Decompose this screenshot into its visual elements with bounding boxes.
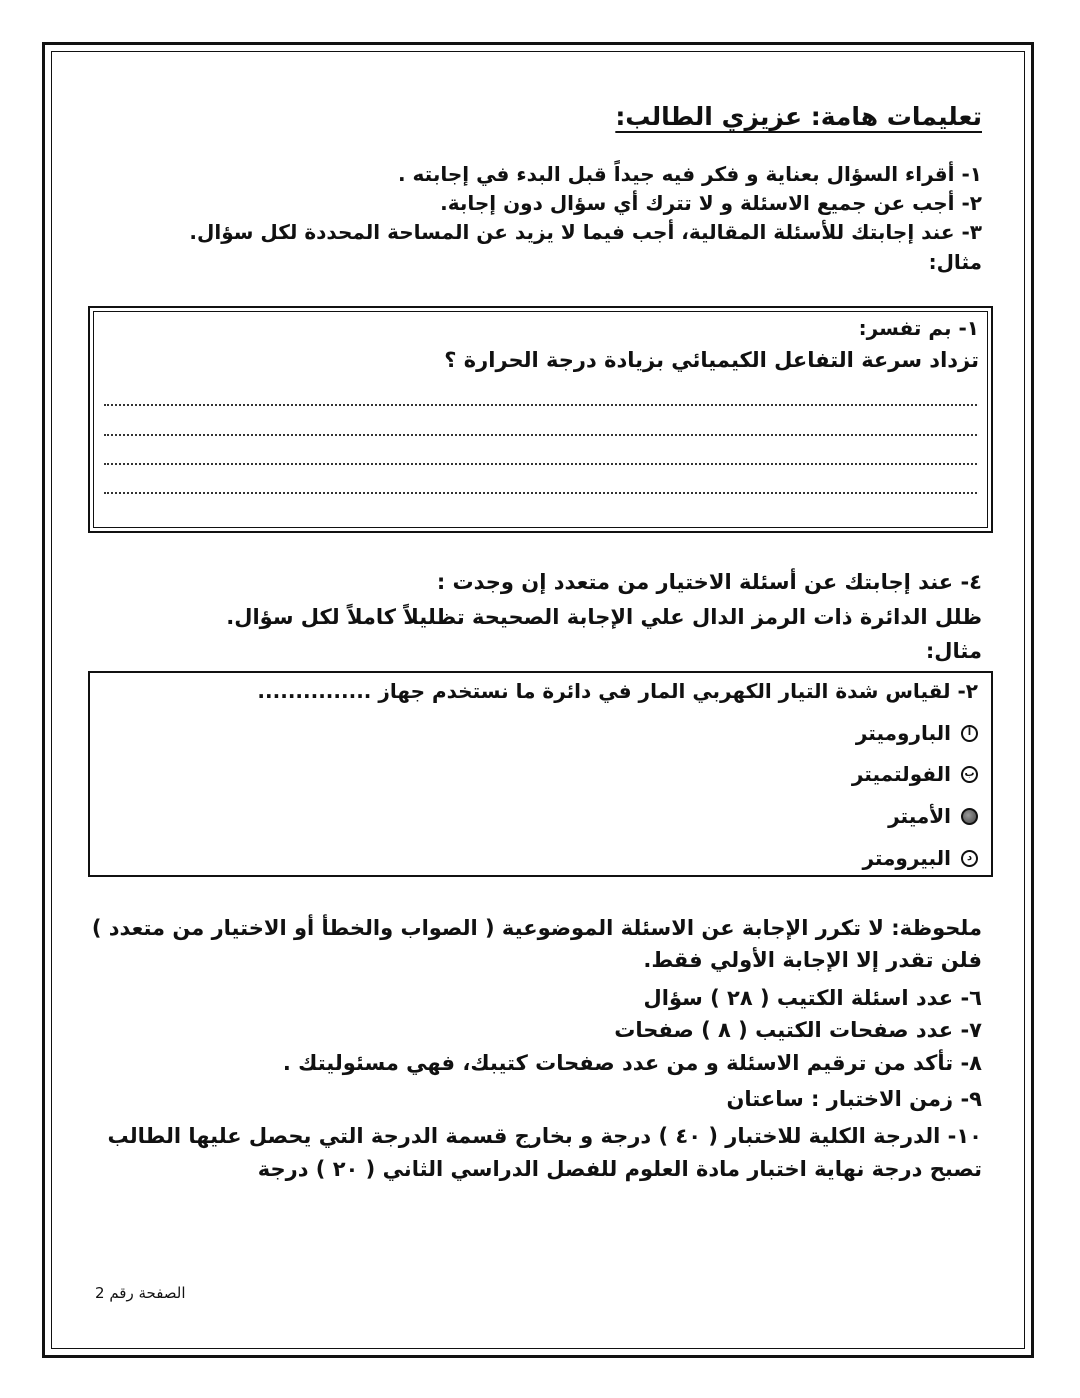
mcq-option-d[interactable] xyxy=(862,846,978,870)
option-c-filled-circle-icon[interactable] xyxy=(961,808,978,825)
instruction-6: ٦- عدد اسئلة الكتيب ( ٢٨ ) سؤال xyxy=(643,986,982,1010)
essay-question-label: ١- بم تفسر: xyxy=(858,316,979,340)
essay-example-box xyxy=(88,306,993,533)
instruction-1: ١- أقراء السؤال بعناية و فكر فيه جيداً قبل البدء في إجابته . xyxy=(397,162,982,186)
instruction-9: ٩- زمن الاختبار : ساعتان xyxy=(726,1087,982,1111)
option-b-circle-icon[interactable]: ب xyxy=(961,766,978,783)
option-a-circle-icon[interactable]: أ xyxy=(961,725,978,742)
option-a-label: البارومیتر xyxy=(855,721,951,745)
instruction-4-detail: ظلل الدائرة ذات الرمز الدال علي الإجابة الصحيحة تظليلاً كاملاً لكل سؤال. xyxy=(226,605,982,629)
answer-line-1 xyxy=(104,404,977,406)
option-d-label: البيرومتر xyxy=(862,846,951,870)
instruction-10: ١٠- الدرجة الكلية للاختبار ( ٤٠ ) درجة و بخارج قسمة الدرجة التي يحصل عليها الطالب xyxy=(107,1124,982,1148)
note-1-cont: فلن تقدر إلا الإجابة الأولي فقط. xyxy=(643,948,982,972)
answer-line-4 xyxy=(104,492,977,494)
mcq-option-b[interactable] xyxy=(852,762,978,786)
example-label-2: مثال: xyxy=(925,639,982,663)
instruction-8: ٨- تأكد من ترقيم الاسئلة و من عدد صفحات كتيبك، فهي مسئوليتك . xyxy=(282,1051,982,1075)
instruction-3: ٣- عند إجابتك للأسئلة المقالية، أجب فيما لا يزيد عن المساحة المحددة لكل سؤال. xyxy=(189,220,982,244)
instruction-7: ٧- عدد صفحات الكتيب ( ٨ ) صفحات xyxy=(614,1018,982,1042)
option-d-circle-icon[interactable]: د xyxy=(961,850,978,867)
essay-question-text: تزداد سرعة التفاعل الكيميائي بزيادة درجة الحرارة ؟ xyxy=(444,348,979,372)
instruction-10-cont: تصبح درجة نهاية اختبار مادة العلوم للفصل الدراسي الثاني ( ٢٠ ) درجة xyxy=(257,1157,982,1181)
page-number: الصفحة رقم 2 xyxy=(95,1284,186,1302)
instructions-heading: تعليمات هامة: عزيزي الطالب: xyxy=(615,102,982,131)
answer-line-3 xyxy=(104,463,977,465)
mcq-example-box xyxy=(88,671,993,877)
instruction-2: ٢- أجب عن جميع الاسئلة و لا تترك أي سؤال دون إجابة. xyxy=(440,191,982,215)
mcq-question-text: ٢- لقياس شدة التيار الكهربي المار في دائرة ما نستخدم جهاز ............... xyxy=(257,679,978,703)
example-label-1: مثال: xyxy=(928,250,982,274)
instruction-4: ٤- عند إجابتك عن أسئلة الاختيار من متعدد إن وجدت : xyxy=(436,570,982,594)
mcq-option-c[interactable] xyxy=(888,804,978,828)
option-c-label: الأميتر xyxy=(888,804,951,828)
essay-example-inner-border xyxy=(93,311,988,528)
mcq-option-a[interactable] xyxy=(856,721,978,745)
note-1: ملحوظة: لا تكرر الإجابة عن الاسئلة الموضوعية ( الصواب والخطأ أو الاختيار من متعدد ) xyxy=(91,916,982,940)
answer-line-2 xyxy=(104,434,977,436)
option-b-label: الفولتمیتر xyxy=(851,762,951,786)
